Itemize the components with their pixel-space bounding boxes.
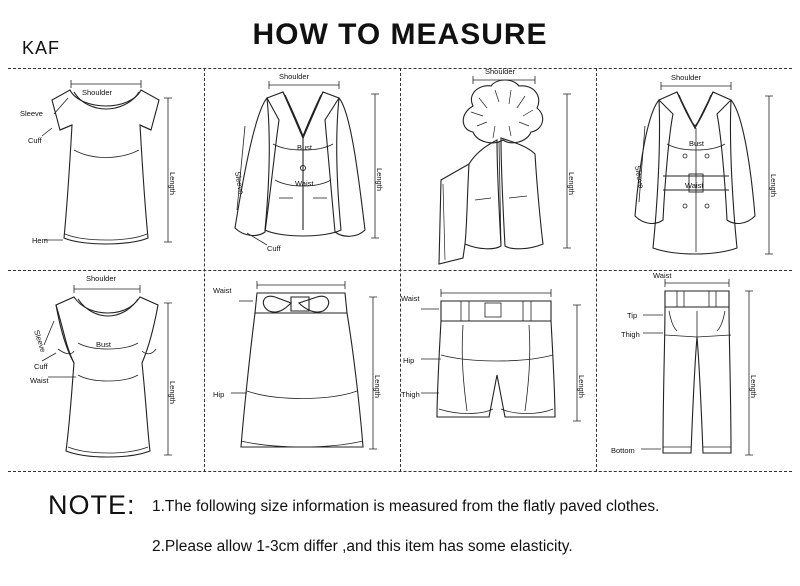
garment-cell-tshirt [8,68,204,270]
label-shoulder: Shoulder [82,88,113,97]
label-length: Length [373,375,382,398]
garment-cell-skirt [205,271,401,473]
label-waist: Waist [653,271,672,280]
label-length: Length [769,174,778,197]
label-length: Length [749,375,758,398]
garment-cell-pants [597,271,793,473]
label-cuff: Cuff [267,244,281,253]
label-shoulder: Shoulder [86,274,117,283]
label-length: Length [375,168,384,191]
diagram-grid [8,68,792,472]
garment-cell-fur-coat [401,68,597,270]
note-section [0,480,800,586]
label-bust: Bust [689,139,705,148]
label-waist: Waist [401,294,420,303]
label-length: Length [168,381,177,404]
label-bust: Bust [297,143,313,152]
note-line-1: 1.The following size information is measured from the flatly paved clothes. [152,498,660,515]
garment-cell-shorts [401,271,597,473]
label-sleeve: Sleeve [32,328,48,354]
note-label: NOTE: [48,490,136,520]
brand-label: KAF [22,38,61,58]
label-sleeve: Sleeve [233,170,246,195]
label-sleeve: Sleeve [20,109,43,118]
label-thigh: Thigh [401,390,420,399]
note-line-2: 2.Please allow 1-3cm differ ,and this item has some elasticity. [152,538,573,555]
label-length: Length [567,172,576,195]
label-waist: Waist [295,179,314,188]
label-thigh: Thigh [621,330,640,339]
label-bust: Bust [96,340,112,349]
label-shoulder: Shoulder [279,72,310,81]
page-title: HOW TO MEASURE [252,18,548,51]
label-bottom: Bottom [611,446,635,455]
label-hem: Hem [32,236,48,245]
garment-cell-blazer [205,68,401,270]
label-waist: Waist [213,286,232,295]
label-shoulder: Shoulder [485,68,516,76]
label-hip: Hip [403,356,415,365]
label-waist: Waist [685,181,704,190]
label-shoulder: Shoulder [671,73,702,82]
label-cuff: Cuff [34,362,48,371]
label-waist: Waist [30,376,49,385]
label-sleeve: Sleeve [633,164,646,189]
label-hip: Hip [213,390,225,399]
label-length: Length [168,172,177,195]
garment-cell-trench-coat [597,68,793,270]
label-tip: Tip [627,311,638,320]
label-cuff: Cuff [28,136,42,145]
label-length: Length [577,375,586,398]
garment-cell-dress [8,271,204,473]
